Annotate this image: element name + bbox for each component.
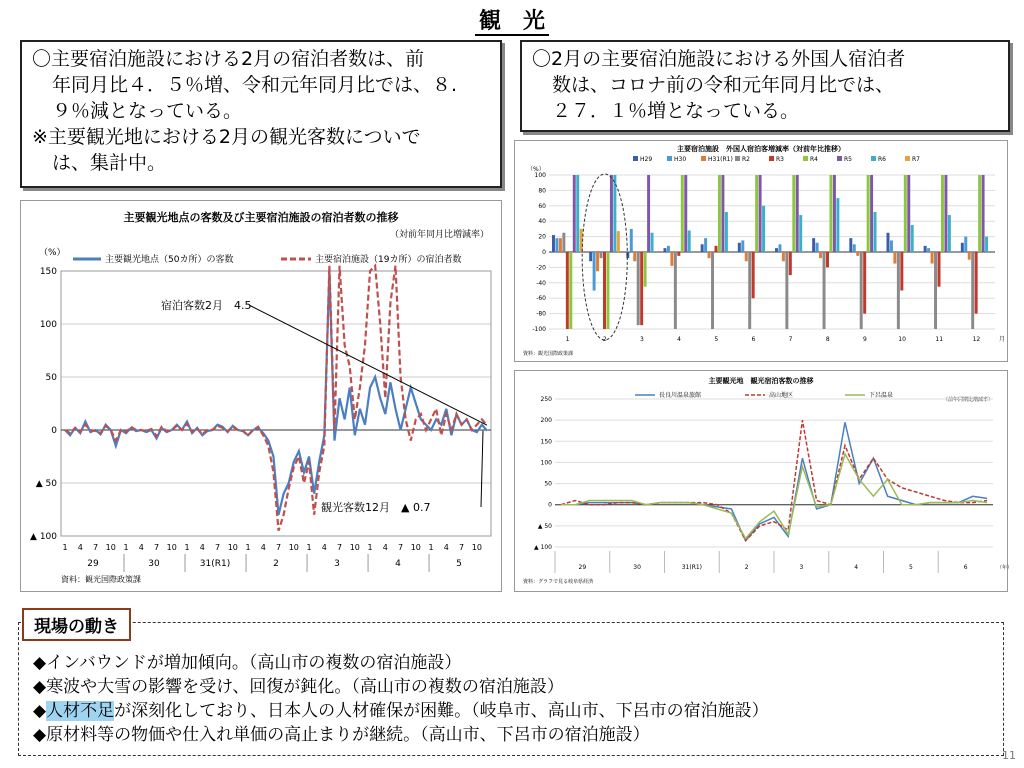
y-tick-label: -60: [536, 295, 546, 303]
legend-label: 主要観光地点（50カ所）の客数: [105, 255, 234, 265]
chart2-svg: [515, 141, 1007, 361]
y-tick-label: -100: [532, 326, 546, 333]
x-tick-label: 5: [714, 336, 719, 343]
bar: [890, 240, 893, 252]
bar: [778, 244, 781, 252]
bar: [978, 175, 981, 252]
x-tick-label: 1: [306, 543, 312, 552]
x-tick-label: 4: [382, 543, 388, 552]
bar: [647, 175, 650, 252]
y-tick-label: 100: [39, 320, 57, 330]
x-tick-label: 7: [459, 543, 465, 552]
y-tick-label: -80: [536, 310, 546, 318]
bar: [887, 233, 890, 252]
y-tick-label: 0: [542, 249, 546, 256]
bar: [637, 252, 640, 325]
x-tick-label: 10: [227, 543, 238, 552]
legend-swatch: [905, 156, 910, 161]
y-tick-label: 150: [39, 267, 57, 277]
bar: [789, 252, 792, 275]
bar: [941, 175, 944, 252]
bar: [674, 252, 677, 329]
bar: [863, 252, 866, 314]
chart-subtitle: （対前年同月比増減率）: [389, 230, 489, 240]
summary-line: ２７．１％増となっている。: [552, 100, 800, 122]
legend-label: H31(R1): [708, 156, 733, 163]
legend-label: R6: [878, 156, 886, 163]
bar: [792, 175, 795, 252]
summary-line: 〇主要宿泊施設における2月の宿泊者数は、前: [32, 48, 425, 70]
y-tick-label: 50: [45, 373, 57, 383]
annotation-visit: 観光客数12月 ▲ 0.7: [321, 501, 431, 514]
legend-swatch: [633, 156, 638, 161]
y-tick-label: 20: [538, 233, 546, 241]
legend-swatch: [667, 156, 672, 161]
bar: [630, 229, 633, 252]
series-line: [561, 420, 987, 541]
legend-label: 長良川温泉旅館: [659, 392, 702, 399]
x-tick-label: 10: [898, 336, 906, 343]
bar: [603, 252, 606, 329]
bar: [589, 252, 592, 261]
legend-swatch: [769, 156, 774, 161]
bar: [961, 243, 964, 252]
x-tick-label: 11: [935, 336, 944, 343]
bar: [775, 248, 778, 252]
x-tick-label: 1: [367, 543, 373, 552]
bar: [931, 252, 934, 264]
bar: [610, 175, 613, 252]
x-year-label: 29: [578, 564, 587, 571]
y-tick-label: -40: [536, 279, 546, 287]
y-tick-label: 100: [540, 459, 552, 467]
trend-item: ◆寒波や大雪の影響を受け、回復が鈍化。（高山市の複数の宿泊施設）: [33, 677, 564, 697]
y-tick-label: 60: [538, 202, 546, 210]
x-tick-label: 10: [349, 543, 360, 552]
x-tick-label: 1: [62, 543, 68, 552]
bar: [752, 252, 755, 298]
x-tick-label: 8: [825, 336, 830, 343]
field-trends-box: [18, 622, 1004, 756]
bar: [860, 252, 863, 329]
bar: [708, 252, 711, 258]
summary-box-right: [520, 40, 1010, 132]
legend-label: H29: [640, 156, 653, 163]
x-tick-label: 4: [443, 543, 449, 552]
annotation-arrow: [481, 431, 483, 507]
x-year-label: 3: [334, 559, 340, 569]
legend-label: H30: [674, 156, 687, 163]
x-unit-label: 月: [999, 336, 1006, 343]
summary-line: 年同月比４．５％増、令和元年同月比では、８.: [52, 74, 458, 96]
legend-label: 下呂温泉: [869, 392, 894, 399]
y-tick-label: 0: [51, 426, 57, 436]
y-tick-label: 100: [534, 172, 546, 179]
legend-label: R5: [844, 156, 852, 163]
bar: [600, 252, 603, 258]
bar: [715, 246, 718, 252]
bar: [782, 252, 785, 261]
bar: [799, 215, 802, 252]
x-year-label: 6: [963, 564, 968, 571]
x-tick-label: 10: [105, 543, 116, 552]
x-tick-label: 7: [92, 543, 99, 552]
trend-item: [33, 699, 1003, 723]
bar: [856, 252, 859, 256]
bar: [748, 252, 751, 329]
bar: [667, 246, 670, 252]
bar: [644, 252, 647, 287]
summary-line: 数は、コロナ前の令和元年同月比では、: [552, 74, 895, 96]
series-line: [561, 422, 987, 540]
y-tick-label: 0: [548, 501, 552, 509]
chart-foreign-guests: [514, 140, 1008, 362]
x-tick-label: 10: [471, 543, 482, 552]
field-trends-title: 現場の動き: [22, 608, 131, 641]
x-year-label: 31(R1): [681, 564, 703, 571]
x-tick-label: 4: [199, 543, 205, 552]
bar: [576, 175, 579, 252]
bar: [853, 244, 856, 252]
chart-source: 資料：観光国際政策課: [523, 351, 574, 357]
bar: [664, 248, 667, 252]
x-tick-label: 4: [138, 543, 144, 552]
bar: [704, 238, 707, 252]
x-tick-label: 7: [153, 543, 160, 552]
y-tick-label: ▲ 50: [35, 479, 57, 489]
legend-swatch: [837, 156, 842, 161]
bar: [971, 252, 974, 329]
bar: [559, 238, 562, 252]
chart-source: 資料：観光国際政策課: [61, 575, 141, 584]
bar: [755, 175, 758, 252]
bar: [924, 246, 927, 252]
bar: [711, 252, 714, 329]
chart-subtitle: （前年同期比増減率）: [942, 397, 993, 403]
x-tick-label: 6: [751, 336, 756, 343]
bar: [745, 252, 748, 261]
legend-swatch: [735, 156, 740, 161]
x-year-label: 30: [148, 559, 160, 569]
bar: [718, 175, 721, 252]
x-tick-label: 7: [214, 543, 221, 552]
bar: [640, 252, 643, 325]
bar: [823, 252, 826, 329]
bar: [836, 198, 839, 252]
x-tick-label: 10: [166, 543, 177, 552]
bar: [617, 231, 620, 252]
bar: [670, 252, 673, 266]
bar: [633, 252, 636, 261]
chart-visitors-lodging: [20, 200, 502, 592]
bar: [684, 175, 687, 252]
x-tick-label: 4: [677, 336, 681, 343]
x-tick-label: 1: [565, 336, 570, 343]
bar: [816, 243, 819, 252]
y-tick-label: ▲ 100: [30, 532, 57, 542]
legend-label: 高山地区: [769, 392, 794, 399]
y-tick-label: -20: [536, 264, 546, 272]
chart-title: 主要宿泊施設 外国人宿泊客増減率（対前年比推移）: [677, 145, 845, 153]
page-number: 11: [1002, 749, 1016, 762]
legend-label: R3: [776, 156, 784, 163]
bar: [968, 252, 971, 260]
bar: [785, 252, 788, 329]
y-tick-label: 150: [540, 438, 552, 446]
bar: [897, 252, 900, 329]
x-year-label: 2: [273, 559, 279, 569]
legend-swatch: [701, 156, 706, 161]
y-tick-label: 40: [538, 218, 546, 226]
bar: [819, 252, 822, 258]
bar: [927, 248, 930, 252]
bar: [562, 233, 565, 252]
bar: [721, 175, 724, 252]
bar: [907, 175, 910, 252]
x-year-label: 3: [799, 564, 804, 571]
bar: [849, 238, 852, 252]
x-tick-label: 10: [410, 543, 421, 552]
chart-title: 主要観光地点の客数及び主要宿泊施設の宿泊者数の推移: [123, 211, 399, 224]
annotation-stay: 宿泊客数2月 4.5: [161, 299, 252, 312]
x-year-label: 31(R1): [199, 559, 231, 569]
summary-box-left: [20, 40, 502, 188]
bar: [944, 175, 947, 252]
trend-text: が深刻化しており、日本人の人材確保が困難。（岐阜市、高山市、下呂市の宿泊施設）: [114, 701, 769, 721]
bar: [613, 175, 616, 252]
bar: [593, 252, 596, 291]
x-year-label: 5: [908, 564, 913, 571]
trend-item: ◆インバウンドが増加傾向。（高山市の複数の宿泊施設）: [33, 653, 462, 673]
chart3-svg: [515, 371, 1013, 591]
bar: [948, 215, 951, 252]
bar: [688, 230, 691, 252]
page-title: 観 光: [0, 4, 1024, 35]
x-tick-label: 1: [428, 543, 434, 552]
bar: [762, 206, 765, 252]
bar: [725, 212, 728, 252]
bar: [934, 252, 937, 329]
y-tick-label: 50: [544, 480, 552, 488]
y-tick-label: ▲ 100: [534, 544, 552, 551]
bar: [552, 235, 555, 252]
bar: [573, 175, 576, 252]
chart-hotspring-guests: [514, 370, 1013, 592]
bar: [651, 233, 654, 252]
bar: [985, 237, 988, 252]
legend-label: R4: [810, 156, 818, 163]
x-tick-label: 2: [602, 336, 607, 343]
bar: [874, 212, 877, 252]
bar: [738, 243, 741, 252]
x-year-label: 30: [633, 564, 641, 571]
summary-line: ※主要観光地における2月の観光客数についで: [32, 126, 421, 148]
x-tick-label: 4: [321, 543, 327, 552]
summary-line: ９％減となっている。: [52, 100, 243, 122]
chart-title: 主要観光地 観光宿泊客数の推移: [708, 377, 814, 385]
summary-line: は、集計中。: [52, 152, 167, 174]
x-tick-label: 7: [398, 543, 404, 552]
bar: [833, 175, 836, 252]
bullet: ◆: [33, 701, 47, 721]
legend-swatch: [871, 156, 876, 161]
y-axis-label: （%）: [527, 166, 545, 173]
x-tick-label: 1: [123, 543, 129, 552]
y-tick-label: 80: [538, 187, 546, 195]
x-year-label: 4: [854, 564, 859, 571]
legend-label: R7: [912, 156, 920, 163]
x-year-label: 5: [456, 559, 462, 569]
x-tick-label: 12: [972, 336, 981, 343]
y-tick-label: ▲ 50: [537, 522, 552, 530]
x-year-label: 29: [87, 559, 99, 569]
y-tick-label: 250: [540, 396, 552, 403]
x-tick-label: 3: [640, 336, 644, 343]
bar: [812, 238, 815, 252]
bar: [555, 238, 558, 252]
trend-item: ◆原材料等の物価や仕入れ単価の高止まりが継続。（高山市、下呂市の宿泊施設）: [33, 725, 650, 745]
bar: [900, 252, 903, 291]
x-unit-label: （年）: [997, 565, 1013, 571]
legend-swatch: [803, 156, 808, 161]
legend-label: R2: [742, 156, 750, 163]
bar: [796, 175, 799, 252]
bar: [681, 175, 684, 252]
x-tick-label: 1: [245, 543, 251, 552]
bar: [606, 252, 609, 329]
x-tick-label: 10: [288, 543, 299, 552]
x-tick-label: 1: [184, 543, 190, 552]
summary-line: 〇2月の主要宿泊施設における外国人宿泊者: [532, 48, 906, 70]
bar: [759, 175, 762, 252]
bar: [701, 244, 704, 252]
bar: [975, 252, 978, 314]
bar: [677, 252, 680, 256]
bar: [867, 175, 870, 252]
x-year-label: 4: [395, 559, 401, 569]
x-year-label: 2: [744, 564, 749, 571]
x-tick-label: 7: [275, 543, 282, 552]
bar: [826, 252, 829, 267]
bar: [569, 252, 572, 329]
x-tick-label: 4: [260, 543, 266, 552]
bar: [964, 237, 967, 252]
bar: [893, 252, 896, 264]
y-tick-label: 200: [540, 417, 552, 425]
x-tick-label: 7: [788, 336, 793, 343]
bar: [566, 252, 569, 329]
bar: [904, 175, 907, 252]
x-tick-label: 7: [337, 543, 343, 552]
highlight-text: 人材不足: [46, 701, 115, 721]
x-tick-label: 4: [77, 543, 83, 552]
y-axis-label: （%）: [39, 248, 66, 258]
x-tick-label: 9: [863, 336, 867, 343]
bar: [741, 240, 744, 252]
bar: [870, 175, 873, 252]
chart1-svg: [21, 201, 501, 591]
bar: [596, 252, 599, 271]
bar: [938, 252, 941, 287]
bar: [829, 175, 832, 252]
bar: [982, 175, 985, 252]
legend-label: 主要宿泊施設（19カ所）の宿泊者数: [315, 255, 462, 265]
bar: [911, 225, 914, 252]
chart-source: 資料：グラフで見る岐阜県経済: [523, 579, 594, 585]
